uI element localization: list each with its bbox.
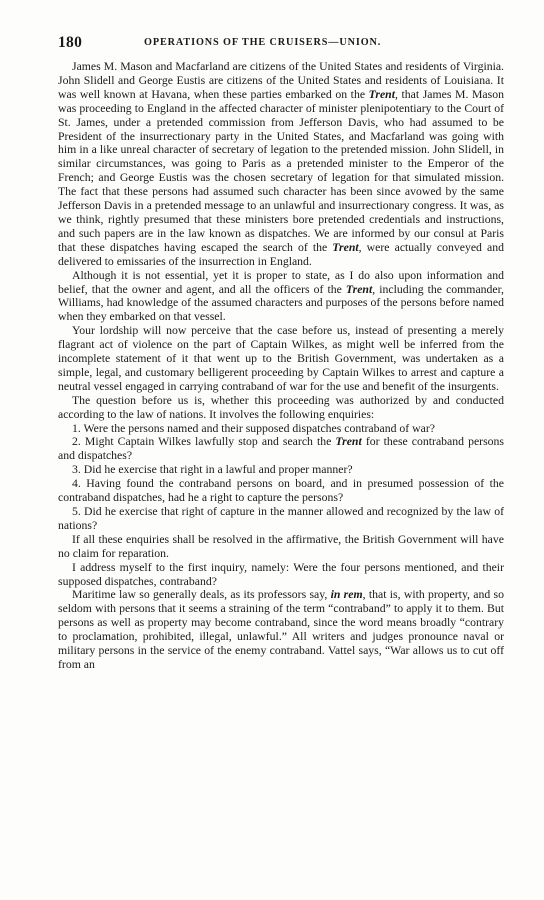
- text-run: Although it is not essential, yet it is proper to state, as I do also upon information and belief, that the owner and agent, and all the officers of the: [58, 268, 504, 296]
- italic-text: Trent: [368, 87, 395, 101]
- text-run: 5. Did he exercise that right of capture in the manner allowed and recognized by the law of nations?: [58, 505, 504, 532]
- paragraph: [58, 422, 504, 436]
- text-run: 2. Might Captain Wilkes lawfully stop and search the: [72, 435, 336, 449]
- italic-text: Trent: [332, 240, 359, 254]
- text-run: for these contraband persons and dispatches?: [58, 435, 504, 463]
- text-run: , that James M. Mason was proceeding to England in the affected character of minister plenipotentiary to the Court of St. James, under a pretended commission from Jefferson Davis, who had assumed to be President of the insurrectionary party in the United States, and Macfarland was going with him in a like unreal character of secretary of legation to the pretended mission. John Slidell, in similar circumstances, was going to Paris as a pretended minister to the Emperor of the French; and George Eustis was the chosen secretary of legation for that simulated mission. The fact that these persons had assumed such character has been since avowed by the same Jefferson Davis in a pretended message to an unlawful and insurrectionary congress. It was, as we think, rightly presumed that these ministers bore pretended credentials and instructions, and such papers are in the law known as dispatches. We are informed by our consul at Paris that these dispatches having escaped the search of the: [58, 87, 504, 254]
- text-run: 3. Did he exercise that right in a lawful and proper manner?: [72, 463, 353, 477]
- paragraph: [58, 533, 504, 561]
- paragraph: [58, 324, 504, 394]
- italic-text: Trent: [335, 435, 362, 449]
- italic-text: in rem: [330, 588, 363, 602]
- paragraph: [58, 435, 504, 463]
- text-run: Maritime law so generally deals, as its professors say,: [72, 588, 331, 602]
- paragraph: [58, 394, 504, 422]
- body-text: [58, 60, 504, 672]
- paragraph: [58, 60, 504, 269]
- document-page: [58, 34, 504, 672]
- text-run: I address myself to the first inquiry, namely: Were the four persons mentioned, and their supposed dispatches, contraband?: [58, 560, 504, 588]
- text-run: If all these enquiries shall be resolved in the affirmative, the British Government will have no claim for reparation.: [58, 532, 504, 560]
- text-run: 1. Were the persons named and their supposed dispatches contraband of war?: [72, 421, 435, 435]
- paragraph: [58, 477, 504, 505]
- italic-text: Trent: [345, 282, 373, 296]
- text-run: , including the commander, Williams, had knowledge of the assumed characters and purposes of the persons before named when they embarked on that vessel.: [58, 282, 504, 324]
- text-run: , were actually conveyed and delivered to emissaries of the insurrection in England.: [58, 240, 504, 268]
- running-head: OPERATIONS OF THE CRUISERS—UNION.: [144, 37, 382, 48]
- paragraph: [58, 505, 504, 533]
- text-run: , that is, with property, and so seldom with persons that it seems a straining of the term “contraband” to apply it to them. But persons as well as property may become contraband, since the word means broadly “contrary to proclamation, prohibited, illegal, unlawful.” All writers and judges pronounce naval or military persons in the service of the enemy contraband. Vattel says, “War allows us to cut off from an: [58, 588, 504, 671]
- page-number: 180: [58, 34, 83, 51]
- paragraph: [58, 588, 504, 671]
- paragraph: [58, 561, 504, 589]
- text-run: 4. Having found the contraband persons on board, and in presumed possession of the contraband dispatches, had he a right to capture the persons?: [58, 477, 504, 505]
- text-run: James M. Mason and Macfarland are citizens of the United States and residents of Virginia. John Slidell and George Eustis are citizens of the United States and residents of Louisiana. It was well known at Havana, when these parties embarked on the: [58, 60, 504, 101]
- page-header: [58, 34, 504, 54]
- paragraph: [58, 463, 504, 477]
- paragraph: [58, 269, 504, 325]
- text-run: Your lordship will now perceive that the case before us, instead of presenting a merely flagrant act of violence on the part of Captain Wilkes, as might well be inferred from the incomplete statement of it that went up to the British Government, was undertaken as a simple, legal, and customary belligerent proceeding by Captain Wilkes to arrest and capture a neutral vessel engaged in carrying contraband of war for the use and benefit of the insurgents.: [58, 324, 504, 393]
- text-run: The question before us is, whether this proceeding was authorized by and conducted according to the law of nations. It involves the following enquiries:: [58, 393, 504, 421]
